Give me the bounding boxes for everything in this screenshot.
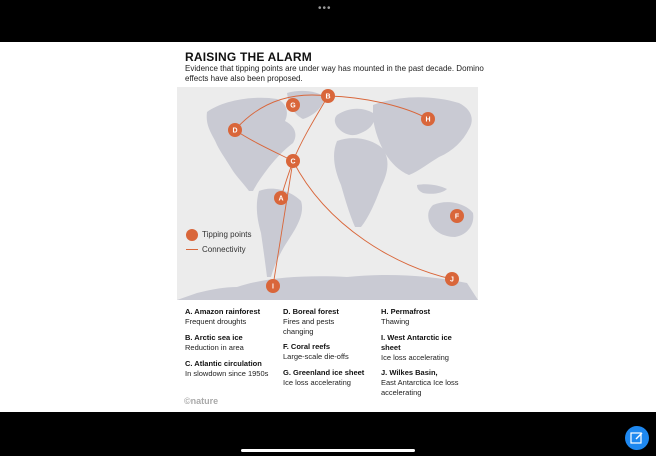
top-dots[interactable]: ••• xyxy=(318,3,332,14)
key-item-g xyxy=(283,368,378,388)
key-item-title: F. Coral reefs xyxy=(283,342,331,351)
key-item-title: G. Greenland ice sheet xyxy=(283,368,365,377)
key-item-title: D. Boreal forest xyxy=(283,307,339,316)
svg-text:I: I xyxy=(272,283,274,291)
marker-a xyxy=(274,191,288,205)
key-item-c xyxy=(185,359,273,379)
indonesia xyxy=(417,184,447,194)
marker-b xyxy=(321,89,335,103)
marker-d xyxy=(228,123,242,137)
key-item-a xyxy=(185,307,280,327)
svg-text:J: J xyxy=(450,276,454,284)
legend-connectivity-line xyxy=(186,249,198,250)
europe xyxy=(335,109,374,135)
africa xyxy=(334,138,387,227)
key-item-desc: Thawing xyxy=(381,317,410,326)
key-item-desc: Large-scale die-offs xyxy=(283,352,349,361)
key-item-title: A. Amazon rainforest xyxy=(185,307,261,316)
key-item-i xyxy=(381,333,461,363)
world-map xyxy=(177,87,478,300)
svg-text:D: D xyxy=(232,127,238,135)
svg-text:H: H xyxy=(425,116,431,124)
asia xyxy=(373,97,472,175)
key-item-title: H. Permafrost xyxy=(381,307,431,316)
key-item-f xyxy=(283,342,378,362)
antarctica xyxy=(177,275,478,300)
key-item-j xyxy=(381,368,471,398)
figure-title: RAISING THE ALARM xyxy=(185,50,312,64)
north-america xyxy=(207,98,296,191)
australia xyxy=(428,202,473,237)
legend-tipping-point-dot xyxy=(186,229,198,241)
key-item-desc: Reduction in area xyxy=(185,343,244,352)
marker-c xyxy=(286,154,300,168)
key-item-title: J. Wilkes Basin, xyxy=(381,368,438,377)
nature-credit: ©nature xyxy=(184,396,219,406)
marker-h xyxy=(421,112,435,126)
svg-text:B: B xyxy=(325,93,331,101)
key-item-d xyxy=(283,307,363,337)
svg-text:G: G xyxy=(290,102,296,110)
legend-connectivity-label: Connectivity xyxy=(202,245,246,254)
key-item-desc: Fires and pests changing xyxy=(283,317,335,336)
key-item-title: B. Arctic sea ice xyxy=(185,333,243,342)
svg-text:C: C xyxy=(290,158,296,166)
legend-tipping-points-label: Tipping points xyxy=(202,230,252,239)
key-item-desc: East Antarctica Ice loss accelerating xyxy=(381,378,459,397)
key-item-desc: Frequent droughts xyxy=(185,317,247,326)
home-indicator[interactable] xyxy=(241,449,415,452)
key-item-title: I. West Antarctic ice sheet xyxy=(381,333,452,352)
marker-i xyxy=(266,279,280,293)
markup-button[interactable] xyxy=(625,426,649,450)
svg-text:F: F xyxy=(454,213,460,221)
svg-text:A: A xyxy=(278,195,284,203)
marker-g xyxy=(286,98,300,112)
figure-subtitle: Evidence that tipping points are under way has mounted in the past decade. Domino effects have also been proposed. xyxy=(185,64,484,83)
key-item-desc: In slowdown since 1950s xyxy=(185,369,269,378)
marker-f xyxy=(450,209,464,223)
marker-j xyxy=(445,272,459,286)
key-item-title: C. Atlantic circulation xyxy=(185,359,262,368)
markup-icon xyxy=(630,431,644,445)
key-item-b xyxy=(185,333,280,353)
key-item-h xyxy=(381,307,476,327)
key-item-desc: Ice loss accelerating xyxy=(381,353,449,362)
key-item-desc: Ice loss accelerating xyxy=(283,378,351,387)
